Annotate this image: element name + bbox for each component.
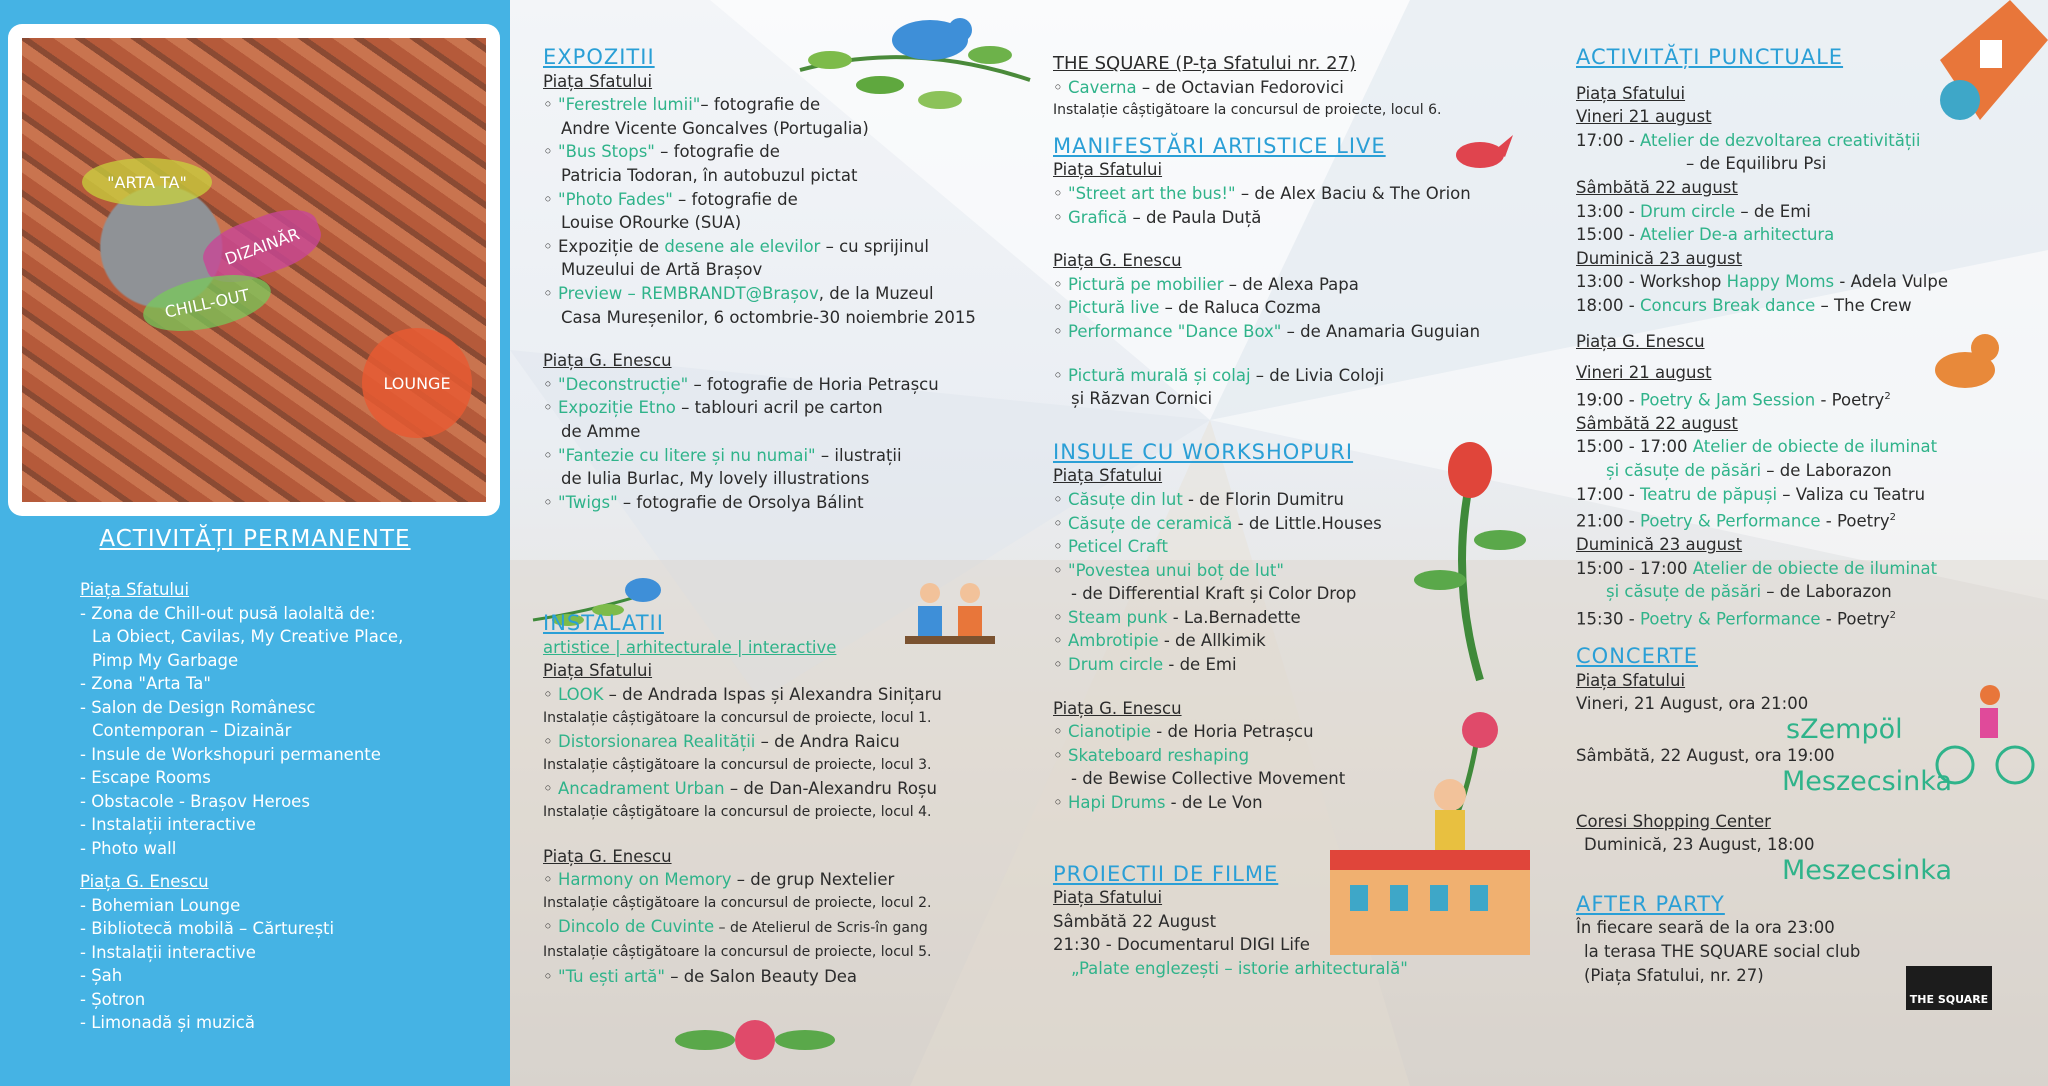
list-item: Contemporan – Dizainăr <box>92 721 292 740</box>
item-author: - de Le Von <box>1165 793 1263 813</box>
item-title: Ambrotipie <box>1067 631 1159 651</box>
list-item: - Șotron <box>80 989 146 1009</box>
item-title: Grafică <box>1067 207 1128 227</box>
event-time: 17:00 - <box>1576 484 1640 504</box>
item-author: – de Atelierul de Scris-în gang <box>714 920 928 937</box>
event-title: Concurs Break dance <box>1640 295 1816 315</box>
event-time: 13:00 - <box>1576 201 1640 221</box>
item-author: - de Little.Houses <box>1232 513 1382 533</box>
item-title: "Street art the bus!" <box>1067 183 1236 203</box>
film-date: Sâmbătă 22 August <box>1053 911 1217 931</box>
event-time: 15:30 - <box>1576 609 1640 629</box>
event-time: 15:00 - <box>1576 225 1640 245</box>
item-author: – cu sprijinul <box>820 236 929 256</box>
section-title-after-party: AFTER PARTY <box>1576 891 1725 916</box>
list-item: - Șah <box>80 966 123 985</box>
item-title: desene ale elevilor <box>664 236 821 256</box>
list-item-cont: de Amme <box>561 421 641 441</box>
list-item-cont: Louise ORourke (SUA) <box>561 213 742 233</box>
location-heading: Piața Sfatului <box>543 661 653 681</box>
item-author: – fotografie de Orsolya Bálint <box>617 492 864 512</box>
event-author: – de Laborazon <box>1761 461 1892 480</box>
list-item: ◦ Cianotipie - de Horia Petrașcu <box>1053 722 1314 742</box>
item-title: Preview – REMBRANDT@Brașov <box>557 283 819 303</box>
item-author: – de Salon Beauty Dea <box>664 966 858 986</box>
day-heading: Duminică 23 august <box>1576 248 1743 268</box>
location-heading: Piața G. Enescu <box>543 846 672 866</box>
event-title: Happy Moms <box>1726 272 1835 292</box>
item-author: – de Livia Coloji <box>1250 365 1385 385</box>
event-author: - Poetry <box>1815 390 1885 410</box>
list-item: - Obstacole - Brașov Heroes <box>80 791 310 811</box>
section-title-expozitii: EXPOZITII <box>543 45 655 69</box>
aerial-photo <box>22 38 486 502</box>
item-title: Ancadrament Urban <box>557 779 725 799</box>
item-author: – de Andra Raicu <box>755 732 900 752</box>
location-heading: Piața G. Enescu <box>1053 251 1182 271</box>
section-title-the-square: THE SQUARE (P-ța Sfatului nr. 27) <box>1053 53 1357 74</box>
concert-band: Meszecsinka <box>1782 854 1952 886</box>
item-note: Instalație câștigătoare la concursul de proiecte, locul 3. <box>543 756 932 773</box>
list-item: ◦ Pictură murală și colaj – de Livia Coloji <box>1053 365 1385 385</box>
superscript: 2 <box>1884 390 1891 402</box>
event-time: 15:00 - 17:00 <box>1576 437 1693 457</box>
item-author: – fotografie de <box>672 189 798 209</box>
event-item <box>1576 483 1952 507</box>
item-author: – de Andrada Ispas și Alexandra Sinițaru <box>603 685 942 705</box>
event-author: – The Crew <box>1815 295 1912 315</box>
list-item: ◦ Peticel Craft <box>1053 537 1169 557</box>
list-item: ◦ Distorsionarea Realității – de Andra Raicu <box>543 732 900 752</box>
day-heading: Vineri 21 august <box>1576 363 1712 383</box>
item-author: – de grup Nextelier <box>731 870 895 890</box>
item-author: , de la Muzeul <box>818 283 934 303</box>
item-title: Caverna <box>1067 77 1137 97</box>
list-item: ◦ "Tu ești artă" – de Salon Beauty Dea <box>543 966 858 986</box>
after-party-line: În fiecare seară de la ora 23:00 <box>1576 918 1835 938</box>
item-title: "Povestea unui boț de lut" <box>1067 560 1284 580</box>
list-item-cont: Patricia Todoran, în autobuzul pictat <box>561 165 858 185</box>
superscript: 2 <box>1889 512 1896 524</box>
concert-date: Sâmbătă, 22 August, ora 19:00 <box>1576 745 1835 765</box>
concert-band: Meszecsinka <box>1782 765 1952 797</box>
list-item: ◦ Expoziție de desene ale elevilor – cu sprijinul <box>543 236 929 256</box>
list-item: - Salon de Design Românesc <box>80 697 316 717</box>
list-item-cont: Casa Mureșenilor, 6 octombrie-30 noiembrie 2015 <box>561 307 976 327</box>
list-item: ◦ Expoziție Etno – tablouri acril pe carton <box>543 398 883 418</box>
event-title: și căsuțe de păsări <box>1606 582 1762 602</box>
item-title: Pictură live <box>1067 298 1160 318</box>
list-item-cont: - de Bewise Collective Movement <box>1071 769 1346 789</box>
list-item: - Zona "Arta Ta" <box>80 674 211 693</box>
event-time: 21:00 - <box>1576 511 1640 531</box>
section-title-workshops: INSULE CU WORKSHOPURI <box>1053 439 1354 464</box>
item-author: – de Anamaria Guguian <box>1281 321 1481 341</box>
zone-tag-dizainar: DIZAINĂR <box>196 199 328 293</box>
list-item: ◦ Hapi Drums - de Le Von <box>1053 793 1263 813</box>
event-item <box>1576 604 1952 631</box>
film-title: „Palate englezești – istorie arhitecturală" <box>1071 959 1408 978</box>
item-title: Peticel Craft <box>1067 537 1169 557</box>
list-item: ◦ Ancadrament Urban – de Dan-Alexandru Roșu <box>543 779 937 799</box>
item-title: Pictură murală și colaj <box>1067 365 1251 385</box>
event-title: Atelier de dezvoltarea creativității <box>1640 130 1921 150</box>
list-item: ◦ Ambrotipie - de Allkimik <box>1053 631 1266 651</box>
list-item: ◦ Skateboard reshaping <box>1053 745 1250 765</box>
section-subtitle: artistice | arhitecturale | interactive <box>543 637 837 657</box>
list-item: ◦ Pictură live – de Raluca Cozma <box>1053 298 1322 318</box>
list-item-cont: Muzeului de Artă Brașov <box>561 260 763 280</box>
item-author: – de Octavian Fedorovici <box>1136 77 1344 97</box>
location-heading: Piața G. Enescu <box>1053 698 1182 718</box>
event-item <box>1576 294 1952 318</box>
location-heading: Piața G. Enescu <box>543 351 672 371</box>
location-heading: Piața Sfatului <box>1053 888 1163 908</box>
event-title: Poetry & Jam Session <box>1640 390 1816 410</box>
list-item: - Bibliotecă mobilă – Cărturești <box>80 919 335 938</box>
item-title: Dincolo de Cuvinte <box>557 917 715 937</box>
list-item: ◦ Steam punk - La.Bernadette <box>1053 607 1301 627</box>
event-item <box>1576 223 1952 247</box>
list-item: ◦ "Bus Stops" – fotografie de <box>543 142 780 162</box>
event-author: – Valiza cu Teatru <box>1777 484 1926 504</box>
permanent-list <box>80 578 403 1035</box>
item-author: – fotografie de <box>700 95 821 115</box>
column-live-workshops <box>1053 52 1480 981</box>
permanent-title: ACTIVITĂȚI PERMANENTE <box>99 526 411 552</box>
event-item <box>1576 270 1952 294</box>
list-item-cont: și Răzvan Cornici <box>1071 389 1213 409</box>
item-title: Hapi Drums <box>1067 793 1166 813</box>
item-title: Drum circle <box>1067 655 1164 675</box>
item-title: Căsuțe de ceramică <box>1067 513 1233 533</box>
item-title: Căsuțe din lut <box>1067 489 1183 509</box>
item-title: "Tu ești artă" <box>557 966 665 986</box>
list-item: ◦ Preview – REMBRANDT@Brașov, de la Muzeul <box>543 283 934 303</box>
event-title: Atelier De-a arhitectura <box>1640 225 1835 245</box>
day-heading: Duminică 23 august <box>1576 535 1743 555</box>
superscript: 2 <box>1889 610 1896 622</box>
list-item-cont: - de Differential Kraft și Color Drop <box>1071 584 1357 604</box>
event-author: – de Emi <box>1735 201 1811 221</box>
item-author: – de Alex Baciu & The Orion <box>1235 183 1471 203</box>
list-item: ◦ "Fantezie cu litere și nu numai" – ilustrații <box>543 445 902 465</box>
day-heading: Sâmbătă 22 august <box>1576 177 1738 197</box>
list-item: ◦ Dincolo de Cuvinte – de Atelierul de Scris-în gang <box>543 917 928 937</box>
item-title: "Bus Stops" <box>557 142 655 162</box>
event-title: Atelier de obiecte de iluminat <box>1692 558 1938 578</box>
item-author: – ilustrații <box>815 445 902 465</box>
item-title: LOOK <box>557 685 604 705</box>
list-item: ◦ Performance "Dance Box" – de Anamaria Guguian <box>1053 321 1481 341</box>
after-party-line: la terasa THE SQUARE social club <box>1584 941 1861 961</box>
list-item: ◦ Drum circle - de Emi <box>1053 655 1237 675</box>
item-title: Harmony on Memory <box>557 870 732 890</box>
event-time: 19:00 - <box>1576 390 1640 410</box>
location-heading: Piața G. Enescu <box>1576 331 1705 351</box>
column-punctual <box>1576 46 1952 987</box>
section-title-live: MANIFESTĂRI ARTISTICE LIVE <box>1053 133 1386 158</box>
list-item: ◦ LOOK – de Andrada Ispas și Alexandra Sinițaru <box>543 685 942 705</box>
zone-tag-chill-out: CHILL-OUT <box>138 265 276 341</box>
location-heading: Piața Sfatului <box>1576 670 1686 690</box>
list-item: ◦ Caverna – de Octavian Fedorovici <box>1053 77 1344 97</box>
list-item: ◦ Căsuțe de ceramică - de Little.Houses <box>1053 513 1382 533</box>
event-time: 18:00 - <box>1576 295 1640 315</box>
item-author: - La.Bernadette <box>1167 607 1301 627</box>
item-author: – de Paula Duță <box>1127 207 1262 227</box>
list-item: ◦ Harmony on Memory – de grup Nextelier <box>543 870 895 890</box>
event-author: - Poetry <box>1820 609 1890 629</box>
aerial-photo-frame <box>8 24 500 516</box>
section-title-concerte: CONCERTE <box>1576 644 1698 669</box>
item-title: Performance "Dance Box" <box>1067 321 1282 341</box>
item-author: – de Dan-Alexandru Roșu <box>724 779 937 799</box>
list-item: - Photo wall <box>80 838 177 858</box>
list-item-cont: de Iulia Burlac, My lovely illustrations <box>561 469 870 489</box>
location-heading: Piața Sfatului <box>1576 83 1686 103</box>
list-item: - Zona de Chill-out pusă laolaltă de: <box>80 603 376 623</box>
event-item <box>1576 557 1952 581</box>
event-author: – de Equilibru Psi <box>1686 154 1827 174</box>
item-note: Instalație câștigătoare la concursul de proiecte, locul 5. <box>543 944 932 960</box>
item-author: – fotografie de <box>654 142 780 162</box>
item-prefix: Expoziție de <box>557 236 665 256</box>
item-title: "Ferestrele lumii" <box>557 95 701 115</box>
event-item <box>1576 129 1952 153</box>
zone-tag-arta-ta: "ARTA TA" <box>82 158 212 206</box>
item-author: – de Alexa Papa <box>1223 274 1359 294</box>
event-author: - Poetry <box>1820 511 1890 531</box>
item-author: - de Florin Dumitru <box>1182 489 1344 509</box>
event-author: - Adela Vulpe <box>1834 272 1948 292</box>
list-item: Pimp My Garbage <box>92 650 239 670</box>
item-author: - de Emi <box>1163 655 1237 675</box>
concert-band: sZempöl <box>1786 713 1903 745</box>
list-item: ◦ "Street art the bus!" – de Alex Baciu & The Orion <box>1053 183 1471 203</box>
day-heading: Sâmbătă 22 august <box>1576 413 1738 433</box>
item-title: Expoziție Etno <box>557 398 676 418</box>
list-item: ◦ "Povestea unui boț de lut" <box>1053 560 1284 580</box>
list-item-cont: Andre Vicente Goncalves (Portugalia) <box>561 118 869 138</box>
event-item <box>1576 200 1952 224</box>
item-title: Distorsionarea Realității <box>557 732 756 752</box>
zone-tag-lounge: LOUNGE <box>362 328 472 438</box>
event-item <box>1576 385 1952 412</box>
event-title: Poetry & Performance <box>1640 511 1821 531</box>
item-title: "Twigs" <box>557 492 618 512</box>
list-item: ◦ Căsuțe din lut - de Florin Dumitru <box>1053 489 1344 509</box>
item-note: Instalație câștigătoare la concursul de proiecte, locul 6. <box>1053 102 1442 119</box>
section-title-films: PROIECTII DE FILME <box>1053 861 1279 886</box>
list-item: - Instalații interactive <box>80 942 256 962</box>
list-item: ◦ "Deconstrucție" – fotografie de Horia Petrașcu <box>543 374 939 394</box>
item-note: Instalație câștigătoare la concursul de proiecte, locul 4. <box>543 804 932 821</box>
column-exhibitions <box>543 46 976 988</box>
the-square-logo: THE SQUARE <box>1906 966 1992 1010</box>
permanent-activities-panel <box>0 0 510 1086</box>
item-note: Instalație câștigătoare la concursul de proiecte, locul 2. <box>543 894 932 911</box>
event-time: 13:00 - Workshop <box>1576 272 1727 292</box>
concert-date: Vineri, 21 August, ora 21:00 <box>1576 694 1809 714</box>
event-time: 15:00 - 17:00 <box>1576 558 1693 578</box>
event-item-cont <box>1576 580 1952 604</box>
list-item: - Escape Rooms <box>80 768 211 787</box>
section-title-instalatii: INSTALATII <box>543 611 664 636</box>
item-title: Cianotipie <box>1067 722 1152 742</box>
item-title: "Deconstrucție" <box>557 374 689 394</box>
item-author: – tablouri acril pe carton <box>675 398 883 418</box>
event-title: Drum circle <box>1640 201 1736 221</box>
event-item-cont <box>1576 459 1952 483</box>
item-author: - de Horia Petrașcu <box>1151 722 1314 742</box>
after-party-line: (Piața Sfatului, nr. 27) <box>1584 965 1764 985</box>
location-heading: Coresi Shopping Center <box>1576 811 1771 831</box>
concert-date: Duminică, 23 August, 18:00 <box>1584 835 1815 855</box>
item-author: – de Raluca Cozma <box>1159 298 1322 318</box>
list-item: - Instalații interactive <box>80 815 256 834</box>
event-title: Teatru de păpuși <box>1640 484 1778 504</box>
list-item: - Limonadă și muzică <box>80 1013 255 1032</box>
permanent-sfatului-heading: Piața Sfatului <box>80 580 190 599</box>
item-author: - de Allkimik <box>1158 631 1266 651</box>
list-item: ◦ Grafică – de Paula Duță <box>1053 207 1262 227</box>
list-item: ◦ "Twigs" – fotografie de Orsolya Bálint <box>543 492 864 512</box>
list-item: La Obiect, Cavilas, My Creative Place, <box>92 627 404 646</box>
day-heading: Vineri 21 august <box>1576 107 1712 127</box>
location-heading: Piața Sfatului <box>543 71 653 91</box>
permanent-enescu-heading: Piața G. Enescu <box>80 872 209 891</box>
item-title: "Photo Fades" <box>557 189 673 209</box>
item-author: – fotografie de Horia Petrașcu <box>688 374 939 394</box>
section-title-punctuale: ACTIVITĂȚI PUNCTUALE <box>1576 45 1844 69</box>
item-title: Steam punk <box>1067 607 1168 627</box>
list-item: ◦ "Photo Fades" – fotografie de <box>543 189 798 209</box>
event-time: 17:00 - <box>1576 130 1640 150</box>
list-item: - Bohemian Lounge <box>80 895 241 915</box>
item-title: "Fantezie cu litere și nu numai" <box>557 445 816 465</box>
event-author: – de Laborazon <box>1761 582 1892 602</box>
film-time: 21:30 - Documentarul DIGI Life <box>1053 935 1310 955</box>
event-item <box>1576 435 1952 459</box>
item-note: Instalație câștigătoare la concursul de proiecte, locul 1. <box>543 709 932 726</box>
item-title: Pictură pe mobilier <box>1067 274 1224 294</box>
list-item: ◦ Pictură pe mobilier – de Alexa Papa <box>1053 274 1359 294</box>
event-title: Atelier de obiecte de iluminat <box>1692 437 1938 457</box>
event-title: și căsuțe de păsări <box>1606 461 1762 480</box>
list-item: ◦ "Ferestrele lumii"– fotografie de <box>543 95 821 115</box>
item-title: Skateboard reshaping <box>1067 745 1250 765</box>
location-heading: Piața Sfatului <box>1053 160 1163 180</box>
list-item: - Insule de Workshopuri permanente <box>80 744 381 764</box>
event-title: Poetry & Performance <box>1640 609 1821 629</box>
location-heading: Piața Sfatului <box>1053 466 1163 486</box>
event-item <box>1576 506 1952 533</box>
flower-bottom-illustration <box>665 1005 845 1075</box>
